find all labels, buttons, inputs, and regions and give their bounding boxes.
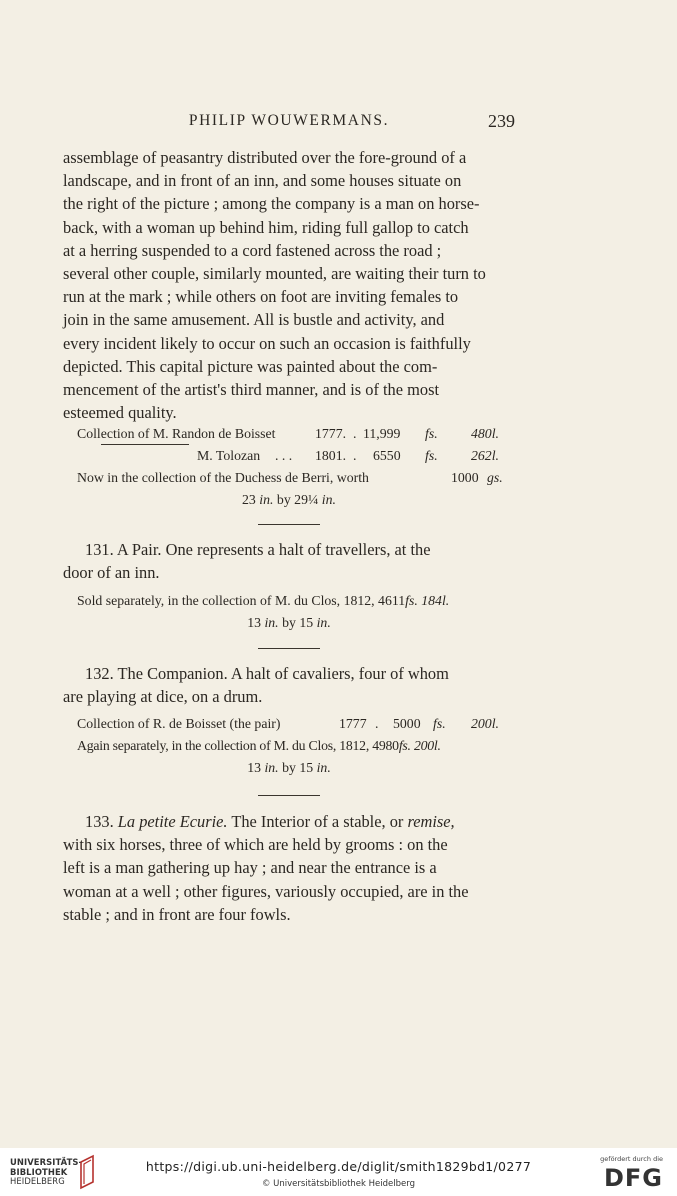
provenance-price: 1000	[451, 470, 479, 485]
text-line: are playing at dice, on a drum.	[63, 687, 263, 707]
text-line: join in the same amusement. All is bustle and activity, and	[63, 310, 445, 330]
provenance-unit: fs.	[433, 716, 446, 731]
item-133	[63, 810, 515, 926]
text-line: the right of the picture ; among the company is a man on horse-	[63, 194, 480, 214]
provenance-price: 5000	[393, 716, 421, 731]
provenance-132	[63, 713, 515, 779]
provenance-130	[63, 423, 515, 511]
page-header	[63, 112, 515, 136]
page-url-link[interactable]: https://digi.ub.uni-heidelberg.de/diglit/smith1829bd1/0277	[145, 1159, 532, 1174]
provenance-sterling: 200l.	[471, 716, 499, 731]
viewer-footer	[0, 1148, 677, 1196]
provenance-label: Collection of M. Randon de Boisset	[77, 426, 276, 441]
copyright-notice: © Universitätsbibliothek Heidelberg	[261, 1179, 415, 1189]
provenance-row	[63, 467, 515, 489]
dimensions: 13 in. by 15 in.	[247, 760, 331, 775]
item-number: 132.	[85, 664, 114, 683]
item-number: 133.	[85, 812, 114, 831]
funding-caption: gefördert durch die	[600, 1155, 663, 1163]
provenance-sterling: 480l.	[471, 426, 499, 441]
dimensions: 13 in. by 15 in.	[247, 615, 331, 630]
provenance-131	[63, 590, 515, 634]
item-number: 131.	[85, 540, 114, 559]
text-line: 131. A Pair. One represents a halt of travellers, at the	[85, 540, 431, 559]
text-line: several other couple, similarly mounted, are waiting their turn to	[63, 264, 486, 284]
library-name: UNIVERSITÄTS- BIBLIOTHEK HEIDELBERG	[10, 1157, 83, 1187]
provenance-row: Sold separately, in the collection of M. du Clos, 1812, 4611fs. 184l.	[77, 593, 450, 608]
text-line: 133. La petite Ecurie. The Interior of a stable, or remise,	[85, 812, 455, 831]
provenance-label: M. Tolozan	[197, 448, 261, 463]
provenance-year: 1777.	[315, 426, 347, 441]
provenance-row: M. Tolozan . . . 1801. . 6550 fs. 262l.	[63, 445, 515, 467]
provenance-unit: gs.	[487, 470, 503, 485]
provenance-label: Now in the collection of the Duchess de Berri, worth	[77, 470, 369, 485]
text-line: at a herring suspended to a cord fastened across the road ;	[63, 240, 442, 260]
text-line: assemblage of peasantry distributed over the fore-ground of a	[63, 148, 467, 167]
item-131	[63, 538, 515, 584]
provenance-price: 6550	[373, 448, 401, 463]
item-title: La petite Ecurie.	[117, 812, 228, 831]
text-line: back, with a woman up behind him, riding full gallop to catch	[63, 217, 469, 237]
running-title: PHILIP WOUWERMANS.	[188, 112, 390, 129]
provenance-unit: fs.	[425, 448, 438, 463]
item-132	[63, 662, 515, 708]
text-line: 132. The Companion. A halt of cavaliers, four of whom	[85, 664, 449, 683]
provenance-label: Collection of R. de Boisset (the pair)	[77, 716, 281, 731]
provenance-sterling: 262l.	[471, 448, 499, 463]
text-line: stable ; and in front are four fowls.	[63, 904, 291, 924]
provenance-price: 11,999	[363, 426, 401, 441]
provenance-year: 1777	[339, 716, 367, 731]
text-line: run at the mark ; while others on foot are inviting females to	[63, 287, 459, 307]
dimensions: 23 in. by 29¼ in.	[242, 492, 336, 507]
text-line: door of an inn.	[63, 563, 160, 583]
ditto-dash	[101, 444, 189, 445]
page-number: 239	[488, 111, 515, 131]
text-line: esteemed quality.	[63, 403, 177, 423]
section-divider	[258, 795, 320, 796]
provenance-unit: fs.	[425, 426, 438, 441]
provenance-row: Collection of M. Randon de Boisset 1777. . 11,999 fs. 480l.	[63, 423, 515, 445]
dfg-logo: DFG	[603, 1164, 663, 1192]
provenance-row: Collection of R. de Boisset (the pair) 1777 . 5000 fs. 200l.	[63, 713, 515, 735]
text-line: depicted. This capital picture was painted about the com-	[63, 356, 438, 376]
provenance-row: Again separately, in the collection of M. du Clos, 1812, 4980fs. 200l.	[77, 738, 441, 753]
text-line: landscape, and in front of an inn, and some houses situate on	[63, 171, 462, 191]
intro-paragraph	[63, 146, 515, 424]
section-divider	[258, 524, 320, 525]
text-line: mencement of the artist's third manner, and is of the most	[63, 380, 439, 400]
text-line: with six horses, three of which are held by grooms : on the	[63, 835, 448, 855]
text-line: every incident likely to occur on such an occasion is faithfully	[63, 333, 471, 353]
provenance-year: 1801.	[315, 448, 347, 463]
section-divider	[258, 648, 320, 649]
text-line: left is a man gathering up hay ; and near the entrance is a	[63, 858, 437, 878]
text-line: woman at a well ; other figures, variously occupied, are in the	[63, 881, 469, 901]
